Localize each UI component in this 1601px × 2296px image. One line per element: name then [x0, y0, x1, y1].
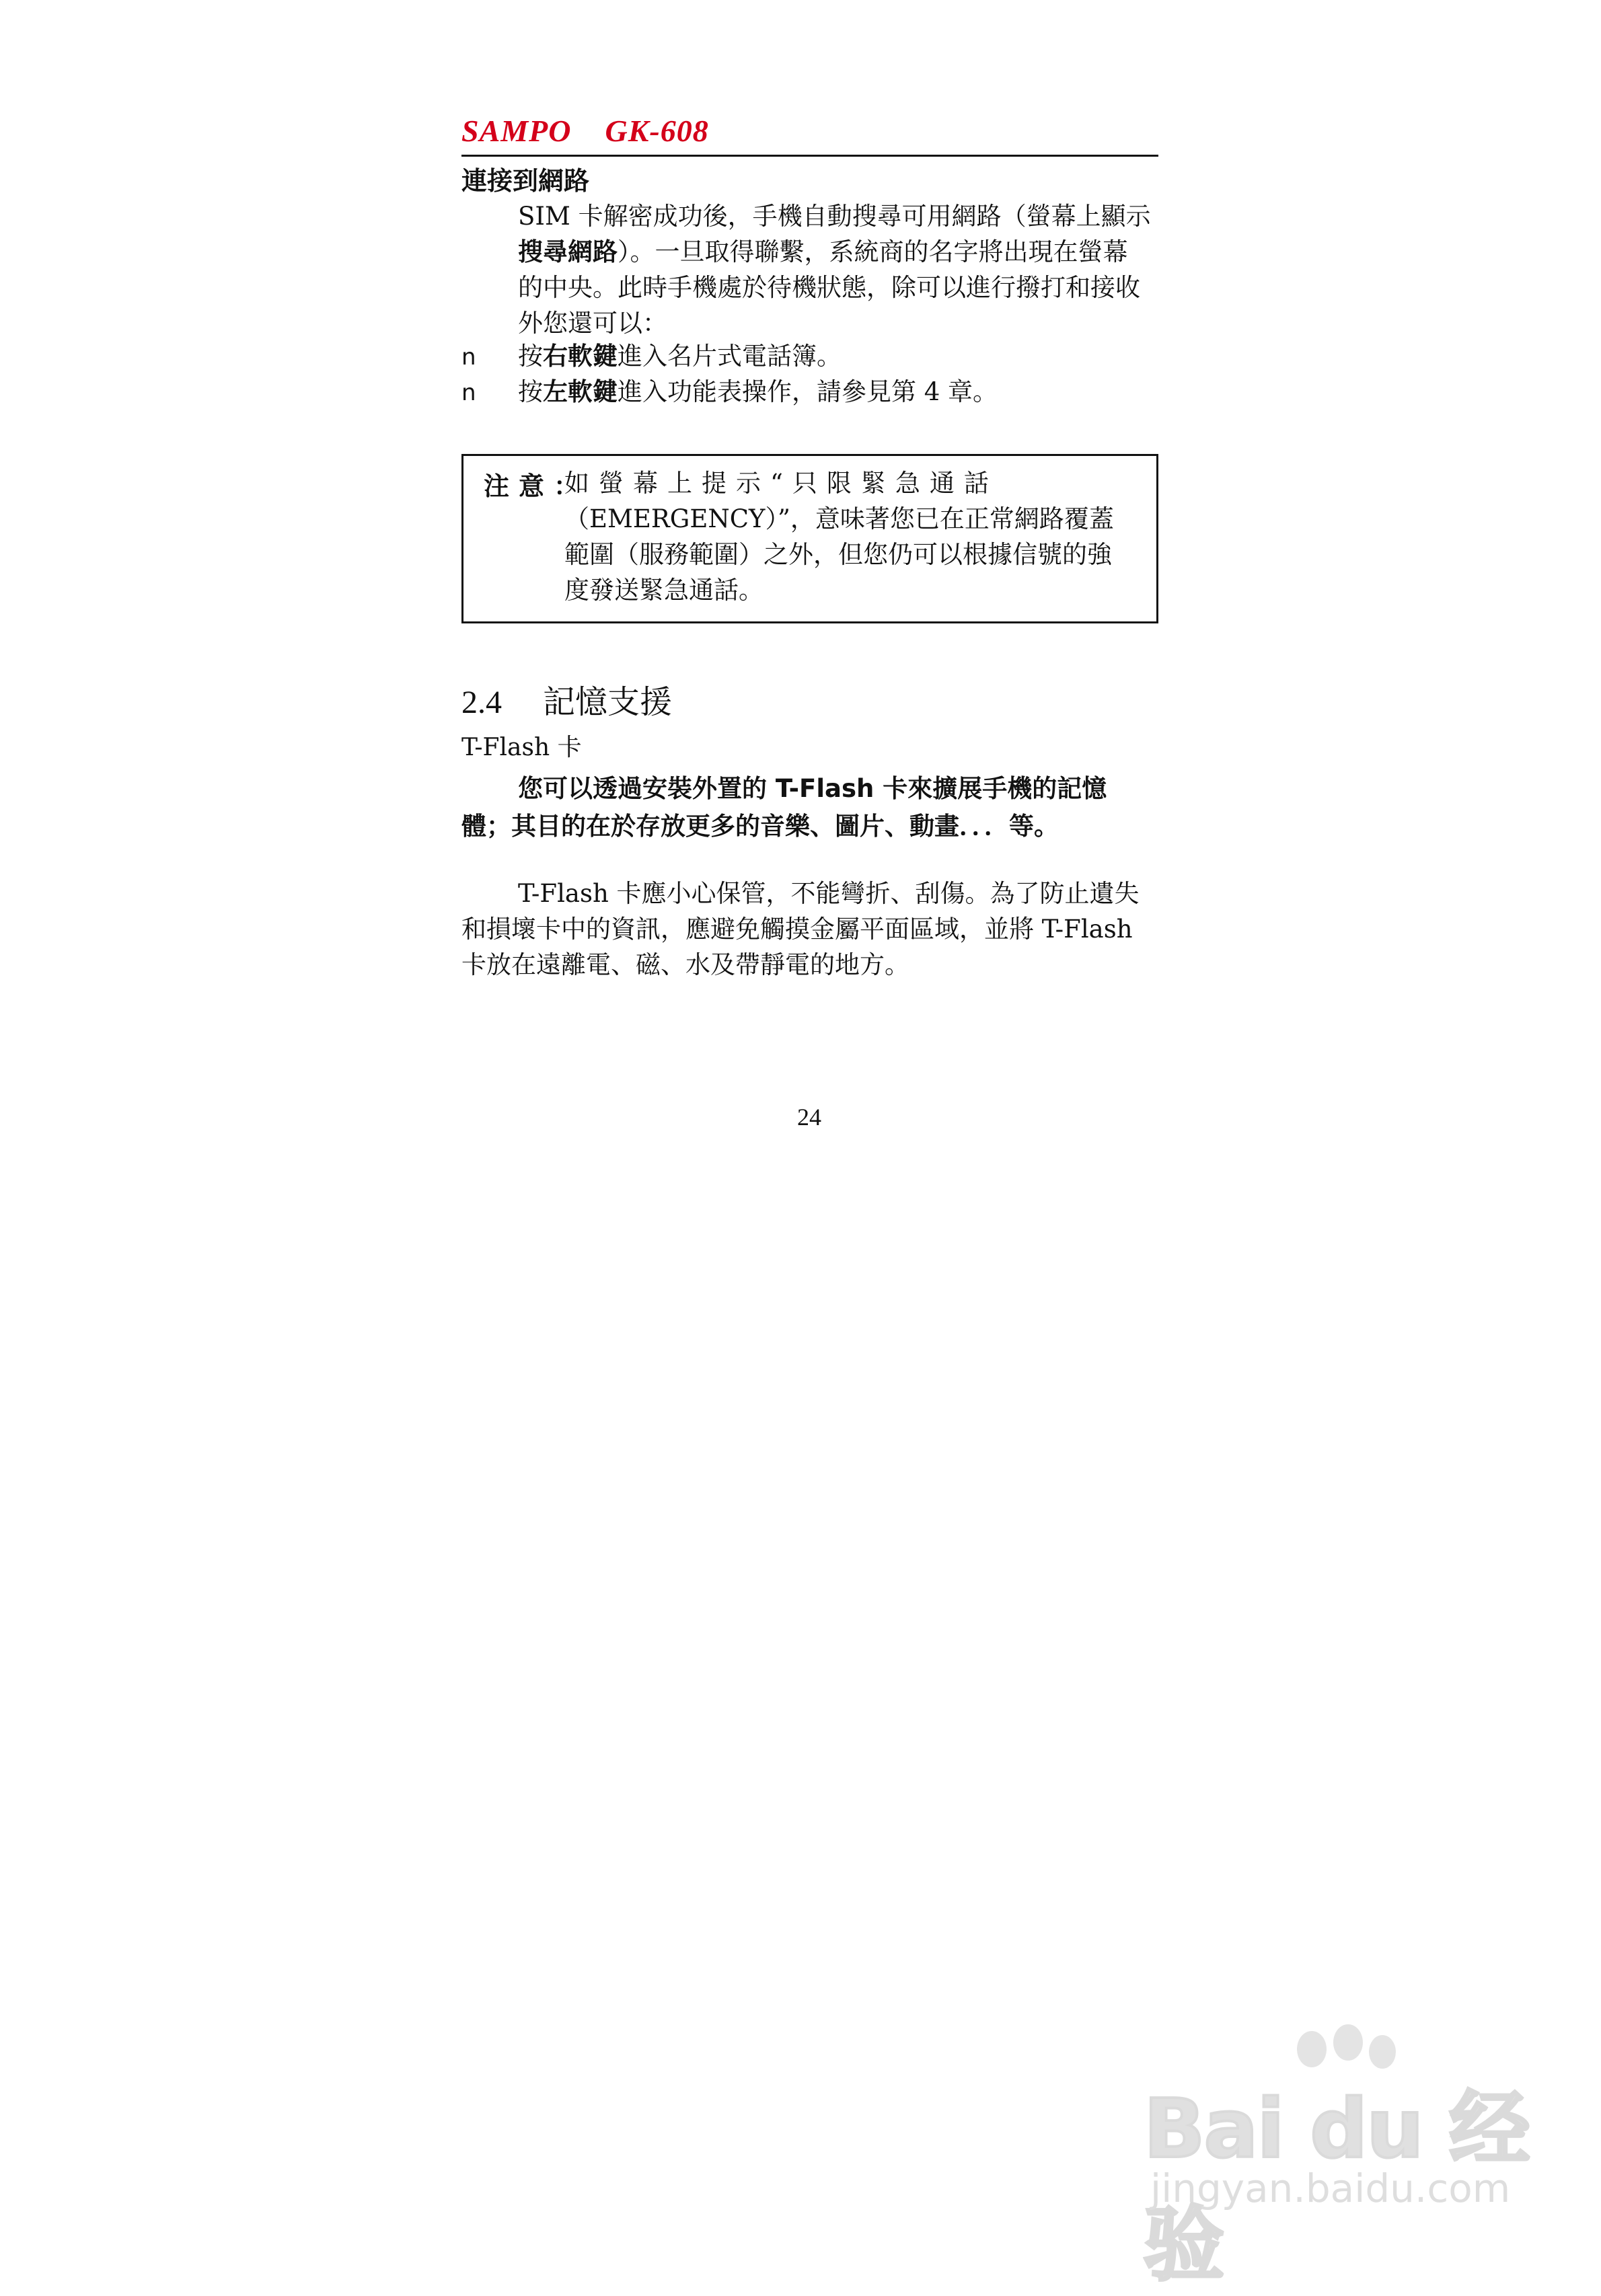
bold-term: 右軟鍵	[543, 342, 618, 371]
watermark-logo: Bai du 经验	[1144, 2083, 1529, 2292]
bold-paragraph: 您可以透過安裝外置的 T-Flash 卡來擴展手機的記憶體；其目的在於存放更多的音樂、圖片、動畫．．．等。	[461, 774, 1107, 841]
bullet-mark: n	[461, 344, 476, 371]
watermark-url: jingyan.baidu.com	[1150, 2166, 1511, 2211]
paw-icon	[1297, 2031, 1327, 2067]
paragraph-text: SIM 卡解密成功後，手機自動搜尋可用網路（螢幕上顯示搜尋網路）。一旦取得聯繫，系統商的名字將出現在螢幕的中央。此時手機處於待機狀態，除可以進行撥打和接收外您還可以：	[518, 202, 1151, 338]
note-rest: （EMERGENCY）”，意味著您已在正常網路覆蓋範圍（服務範圍）之外，但您仍可以根據信號的強度發送緊急通話。	[564, 504, 1114, 605]
header-rule	[461, 155, 1158, 157]
paragraph-text: T-Flash 卡應小心保管，不能彎折、刮傷。為了防止遺失和損壞卡中的資訊，應避免觸摸金屬平面區域，並將 T-Flash 卡放在遠離電、磁、水及帶靜電的地方。	[461, 879, 1140, 979]
note-box	[461, 454, 1158, 623]
bullet-item: n 按右軟鍵進入名片式電話簿。	[461, 338, 842, 375]
note-label: 注意：	[484, 471, 589, 501]
network-paragraph	[461, 198, 1152, 341]
paw-icon	[1333, 2024, 1363, 2061]
section-number: 2.4	[461, 685, 502, 720]
header-brand: SAMPO GK-608	[461, 114, 709, 148]
section-heading: 連接到網路	[461, 166, 590, 196]
care-paragraph	[461, 876, 1152, 983]
page-number: 24	[797, 1104, 821, 1131]
note-text	[564, 465, 1136, 608]
bold-term: 搜尋網路	[518, 237, 618, 266]
baidu-watermark	[1144, 2024, 1574, 2292]
paw-icon	[1369, 2035, 1396, 2069]
bold-term: 左軟鍵	[543, 377, 618, 406]
subheading: T-Flash 卡	[461, 734, 582, 761]
section-title	[461, 676, 672, 722]
note-first-line: 如螢幕上提示“只限緊急通話	[564, 469, 998, 498]
section-title-text: 記憶支援	[543, 683, 673, 721]
bullet-mark: n	[461, 379, 476, 406]
bullet-item: n 按左軟鍵進入功能表操作，請參見第 4 章。	[461, 374, 998, 411]
